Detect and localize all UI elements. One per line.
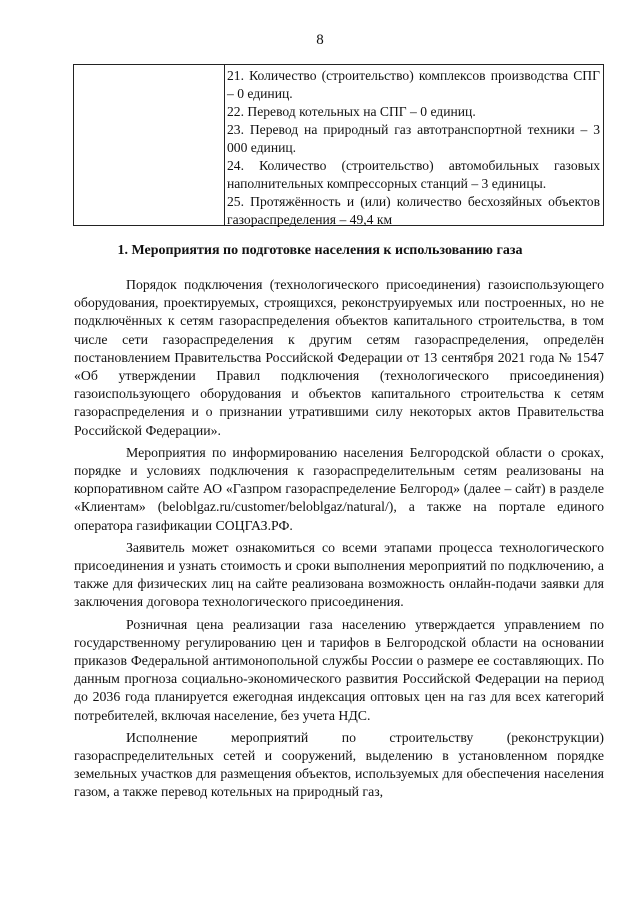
table-item: 21. Количество (строительство) комплексов производства СПГ – 0 единиц.: [227, 68, 600, 101]
table-column-divider: [224, 65, 225, 225]
table-item: 22. Перевод котельных на СПГ – 0 единиц.: [227, 104, 476, 119]
paragraph: Мероприятия по информированию населения Белгородской области о сроках, порядке и условиях подключения к газораспределительным сетям реализованы на корпоративном сайте АО «Газпром газораспределение Белгород» (далее – сайт) в разделе «Клиентам» (beloblgaz.ru/customer/beloblgaz/natural/), а также на портале единого оператора газификации СОЦГАЗ.РФ.: [74, 444, 604, 533]
continuation-table: [73, 64, 604, 226]
paragraph: Розничная цена реализации газа населению утверждается управлением по государственному регулированию цен и тарифов в Белгородской области на основании приказов Федеральной антимонопольной службы России о размере ее составляющих. По данным прогноза социально-экономического развития Российской Федерации на период до 2036 года планируется ежегодная индексация оптовых цен на газ для всех категорий потребителей, включая население, без учета НДС.: [74, 616, 604, 723]
table-item: 25. Протяжённость и (или) количество бесхозяйных объектов газораспределения – 49,4 км: [227, 194, 600, 227]
paragraph: Исполнение мероприятий по строительству (реконструкции) газораспределительных сетей и сооружений, выделению в установленном порядке земельных участков для размещения объектов, используемых для обеспечения населения газом, а также перевод котельных на природный газ,: [74, 729, 604, 800]
section-heading: 1. Мероприятия по подготовке населения к использованию газа: [117, 243, 523, 258]
table-item: 23. Перевод на природный газ автотранспортной техники – 3 000 единиц.: [227, 122, 600, 155]
body-text: [74, 276, 604, 806]
table-cell-items: [227, 67, 600, 229]
page-number: 8: [316, 32, 324, 48]
table-item: 24. Количество (строительство) автомобильных газовых наполнительных компрессорных станций – 3 единицы.: [227, 158, 600, 191]
paragraph: Заявитель может ознакомиться со всеми этапами процесса технологического присоединения и узнать стоимость и сроки выполнения мероприятий по подключению, а также для физических лиц на сайте реализована возможность онлайн-подачи заявки для заключения договора технологического присоединения.: [74, 539, 604, 610]
paragraph: Порядок подключения (технологического присоединения) газоиспользующего оборудования, проектируемых, строящихся, реконструируемых или построенных, но не подключённых к сетям газораспределения объектов капитального строительства, в том числе сети газораспределения к другим сетям газораспределения, определён постановлением Правительства Российской Федерации от 13 сентября 2021 года № 1547 «Об утверждении Правил подключения (технологического присоединения) газоиспользующего оборудования и объектов капитального строительства к сетям газораспределения и о признании утратившими силу некоторых актов Правительства Российской Федерации».: [74, 277, 604, 438]
